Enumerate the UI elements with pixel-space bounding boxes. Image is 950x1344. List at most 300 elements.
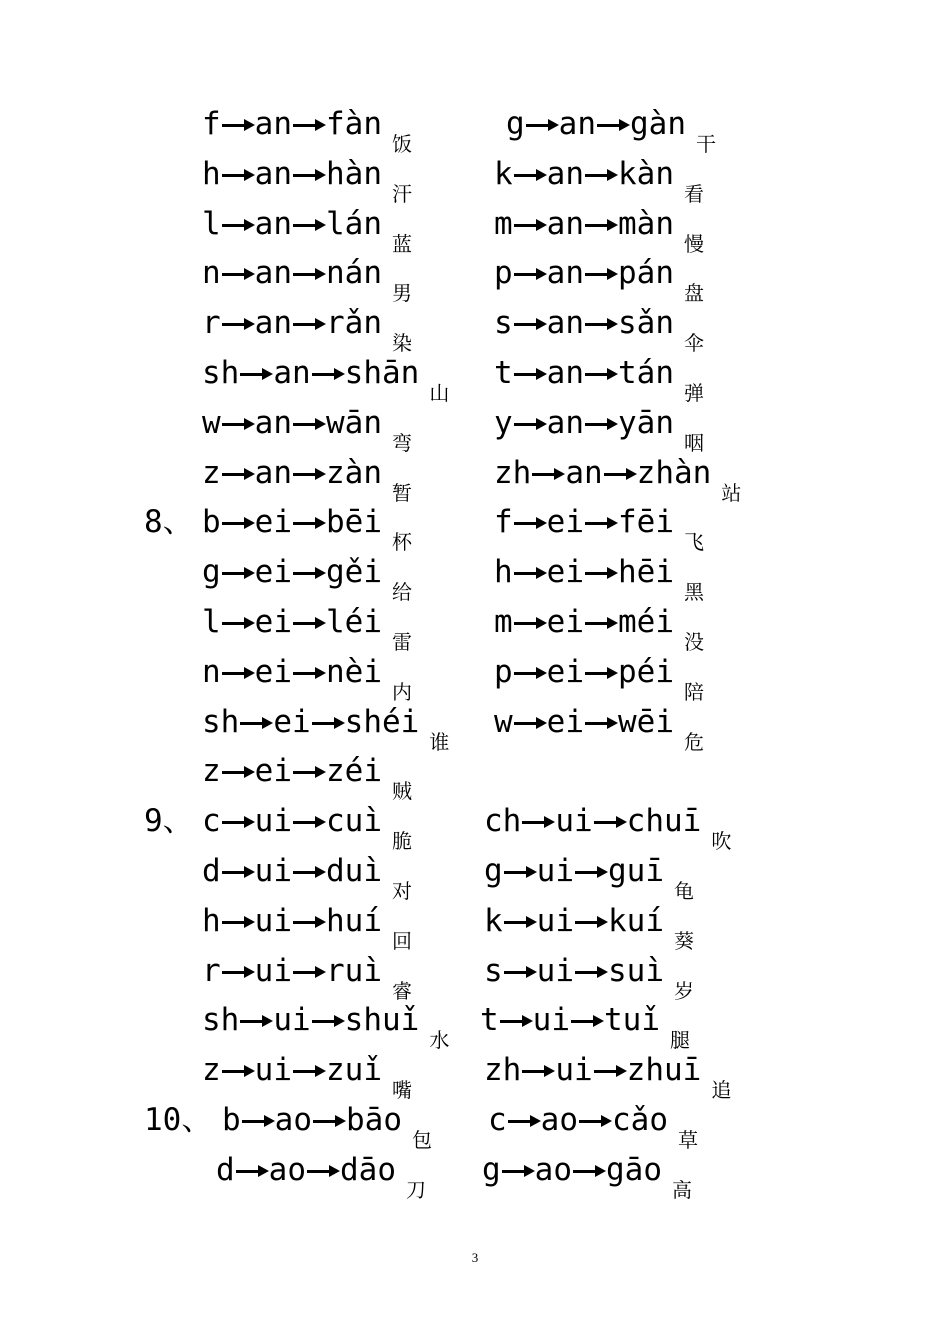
arrow-icon [531, 453, 565, 493]
initial: n [202, 653, 221, 690]
syllable: zhuī [626, 1052, 702, 1089]
final: ui [273, 1002, 311, 1039]
syllable: zéi [326, 753, 382, 790]
final: ei [254, 653, 292, 690]
arrow-icon [292, 652, 326, 692]
arrow-icon [503, 901, 537, 941]
arrow-icon [221, 552, 255, 592]
syllable-entry-left [202, 751, 412, 804]
hanzi-character: 吹 [711, 829, 732, 854]
syllable: pán [618, 255, 674, 292]
arrow-icon [221, 1050, 255, 1090]
final: ui [555, 1052, 593, 1089]
syllable-row [0, 502, 950, 555]
syllable: rǎn [326, 305, 382, 342]
arrow-icon [292, 204, 326, 244]
arrow-icon [525, 104, 559, 144]
syllable-row [0, 951, 950, 1001]
arrow-icon [312, 1100, 346, 1140]
syllable-entry-left [202, 253, 412, 306]
syllable-entry-left [202, 951, 412, 1004]
arrow-icon [578, 1100, 612, 1140]
final: ui [254, 952, 292, 989]
arrow-icon [584, 502, 618, 542]
syllable: cuì [326, 803, 382, 840]
hanzi-character: 山 [429, 381, 450, 405]
initial: sh [202, 1002, 240, 1039]
arrow-icon [593, 1050, 627, 1090]
initial: c [488, 1102, 507, 1138]
arrow-icon [572, 1150, 606, 1190]
syllable-entry-left [202, 303, 412, 356]
initial: r [202, 952, 221, 989]
arrow-icon [292, 602, 326, 642]
initial: d [216, 1151, 235, 1188]
initial: zh [494, 454, 532, 491]
syllable-row [0, 353, 950, 403]
syllable-row [0, 1150, 950, 1200]
arrow-icon [603, 453, 637, 493]
final: ui [536, 902, 574, 939]
arrow-icon [241, 1100, 275, 1140]
final: ei [546, 554, 584, 591]
syllable-entry-right [494, 602, 704, 655]
syllable-row [0, 1050, 950, 1103]
arrow-icon [239, 353, 273, 393]
initial: y [494, 404, 513, 441]
syllable: shéi [344, 703, 420, 740]
syllable: chuī [626, 803, 702, 840]
syllable: dāo [340, 1151, 396, 1188]
initial: g [484, 853, 503, 889]
syllable: gěi [326, 554, 382, 591]
syllable: yān [618, 404, 674, 441]
syllable-entry-right [494, 502, 704, 555]
initial: sh [202, 355, 240, 391]
final: ei [546, 703, 584, 740]
final: ui [555, 803, 593, 840]
initial: t [494, 355, 513, 391]
initial: s [494, 305, 513, 342]
arrow-icon [221, 104, 255, 144]
arrow-icon [584, 253, 618, 293]
final: ei [546, 604, 584, 640]
final: ui [254, 902, 292, 939]
syllable: kàn [618, 155, 674, 192]
hanzi-character: 黑 [684, 580, 704, 605]
final: ei [273, 703, 311, 740]
arrow-icon [292, 104, 326, 144]
arrow-icon [499, 1000, 533, 1040]
hanzi-character: 染 [392, 331, 412, 356]
arrow-icon [584, 702, 618, 742]
syllable: suì [608, 952, 664, 989]
syllable: huí [326, 902, 382, 939]
hanzi-character: 弹 [684, 381, 704, 405]
syllable-entry-left [202, 602, 412, 655]
syllable: màn [618, 205, 674, 242]
syllable: nán [326, 255, 382, 292]
hanzi-character: 饭 [392, 132, 412, 156]
arrow-icon [513, 204, 547, 244]
final: ui [536, 952, 574, 989]
arrow-icon [574, 901, 608, 941]
syllable-entry-left [202, 502, 412, 555]
syllable-entry-right [494, 204, 704, 257]
section-number: 10、 [144, 1102, 213, 1138]
hanzi-character: 刀 [406, 1177, 426, 1202]
hanzi-character: 汗 [392, 181, 412, 206]
syllable-entry-right [484, 801, 731, 854]
hanzi-character: 草 [678, 1128, 698, 1152]
syllable: bāo [346, 1102, 402, 1138]
page-number: 3 [471, 1250, 479, 1265]
arrow-icon [292, 901, 326, 941]
syllable-entry-left [202, 801, 412, 854]
hanzi-character: 回 [392, 928, 412, 953]
syllable-row [0, 702, 950, 752]
syllable: léi [326, 604, 382, 640]
initial: g [506, 106, 525, 142]
final: ei [254, 604, 292, 640]
final: ao [540, 1102, 578, 1138]
syllable-entry-left [202, 154, 412, 207]
arrow-icon [513, 154, 547, 194]
initial: t [480, 1002, 499, 1039]
syllable: fàn [326, 106, 382, 142]
syllable-row [0, 901, 950, 951]
final: an [565, 454, 603, 491]
syllable-row [0, 552, 950, 605]
hanzi-character: 包 [412, 1128, 432, 1152]
syllable-entry-left [202, 204, 412, 257]
syllable: bēi [326, 504, 382, 541]
initial: zh [484, 1052, 522, 1089]
initial: w [494, 703, 513, 740]
arrow-icon [593, 801, 627, 841]
syllable: gāo [606, 1151, 662, 1188]
syllable: shān [344, 355, 420, 391]
arrow-icon [239, 1000, 273, 1040]
syllable-row [0, 403, 950, 453]
arrow-icon [292, 453, 326, 493]
initial: z [202, 1052, 221, 1089]
syllable-entry-right [482, 1150, 692, 1203]
syllable: fēi [618, 504, 674, 541]
initial: g [482, 1151, 501, 1188]
final: an [546, 404, 584, 441]
hanzi-character: 贼 [392, 779, 412, 804]
hanzi-character: 弯 [392, 430, 412, 455]
syllable: zhàn [636, 454, 712, 491]
arrow-icon [221, 453, 255, 493]
arrow-icon [584, 154, 618, 194]
syllable: shuǐ [344, 1002, 420, 1039]
syllable-entry-right [506, 104, 716, 157]
initial: z [202, 454, 221, 491]
syllable-entry-left [202, 453, 412, 506]
arrow-icon [513, 552, 547, 592]
syllable-entry-left [202, 1050, 412, 1103]
syllable-row [0, 154, 950, 204]
final: an [546, 355, 584, 391]
final: an [254, 205, 292, 242]
syllable-row [0, 751, 950, 804]
hanzi-character: 伞 [684, 331, 704, 356]
final: an [254, 404, 292, 441]
arrow-icon [221, 253, 255, 293]
arrow-icon [221, 901, 255, 941]
arrow-icon [503, 951, 537, 991]
syllable-row [0, 652, 950, 702]
final: ei [254, 554, 292, 591]
final: an [254, 454, 292, 491]
arrow-icon [292, 1050, 326, 1090]
initial: m [494, 604, 513, 640]
syllable: lán [326, 205, 382, 242]
hanzi-character: 雷 [392, 630, 412, 654]
final: an [254, 255, 292, 292]
initial: z [202, 753, 221, 790]
arrow-icon [292, 552, 326, 592]
initial: g [202, 554, 221, 591]
syllable-entry-right [494, 253, 704, 306]
hanzi-character: 陪 [684, 679, 704, 704]
syllable-row [0, 204, 950, 254]
section-number: 9、 [144, 803, 194, 840]
initial: l [202, 604, 221, 640]
syllable-entry-left [202, 851, 412, 904]
final: ao [268, 1151, 306, 1188]
initial: w [202, 404, 221, 441]
arrow-icon [221, 751, 255, 791]
arrow-icon [235, 1150, 269, 1190]
syllable: guī [608, 853, 664, 889]
syllable-entry-left [202, 104, 412, 157]
arrow-icon [584, 652, 618, 692]
syllable: hàn [326, 155, 382, 192]
arrow-icon [513, 253, 547, 293]
syllable-entry-left [202, 702, 449, 755]
arrow-icon [221, 652, 255, 692]
arrow-icon [306, 1150, 340, 1190]
syllable-entry-left [202, 403, 412, 456]
syllable-entry-left [202, 652, 412, 705]
syllable-entry-right [488, 1100, 698, 1153]
arrow-icon [513, 602, 547, 642]
arrow-icon [292, 851, 326, 891]
initial: l [202, 205, 221, 242]
syllable-entry-left [202, 901, 412, 954]
initial: f [494, 504, 513, 541]
syllable-row [0, 801, 950, 854]
final: an [546, 305, 584, 342]
final: an [546, 205, 584, 242]
final: ao [534, 1151, 572, 1188]
hanzi-character: 脆 [392, 829, 412, 854]
arrow-icon [292, 502, 326, 542]
syllable: gàn [630, 106, 686, 142]
hanzi-character: 内 [392, 679, 412, 704]
hanzi-character: 蓝 [392, 231, 412, 256]
syllable-entry-right [494, 403, 704, 456]
syllable-entry-right [494, 303, 704, 356]
initial: b [202, 504, 221, 541]
arrow-icon [574, 851, 608, 891]
syllable: duì [326, 853, 382, 889]
syllable-entry-right [480, 1000, 690, 1053]
arrow-icon [513, 353, 547, 393]
syllable: wān [326, 404, 382, 441]
final: an [546, 155, 584, 192]
final: ui [532, 1002, 570, 1039]
syllable-entry-right [484, 851, 694, 904]
hanzi-character: 危 [684, 729, 704, 754]
syllable-row [0, 253, 950, 306]
syllable-row [0, 104, 950, 154]
initial: f [202, 106, 221, 142]
hanzi-character: 腿 [670, 1028, 690, 1053]
syllable: ruì [326, 952, 382, 989]
hanzi-character: 龟 [674, 879, 694, 903]
arrow-icon [221, 403, 255, 443]
initial: h [202, 902, 221, 939]
hanzi-character: 暂 [392, 480, 412, 505]
hanzi-character: 飞 [684, 530, 704, 555]
arrow-icon [507, 1100, 541, 1140]
arrow-icon [292, 253, 326, 293]
arrow-icon [584, 403, 618, 443]
syllable-entry-right [484, 951, 694, 1004]
hanzi-character: 对 [392, 879, 412, 903]
final: ei [546, 504, 584, 541]
hanzi-character: 杯 [392, 530, 412, 555]
final: an [254, 106, 292, 142]
arrow-icon [584, 552, 618, 592]
arrow-icon [570, 1000, 604, 1040]
arrow-icon [596, 104, 630, 144]
arrow-icon [574, 951, 608, 991]
arrow-icon [513, 403, 547, 443]
final: an [273, 355, 311, 391]
final: an [546, 255, 584, 292]
hanzi-character: 咽 [684, 430, 704, 455]
syllable-entry-right [494, 154, 704, 207]
hanzi-character: 葵 [674, 928, 694, 953]
arrow-icon [311, 1000, 345, 1040]
hanzi-character: 男 [392, 281, 412, 306]
arrow-icon [221, 801, 255, 841]
hanzi-character: 看 [684, 181, 704, 206]
syllable-entry-left [222, 1100, 432, 1153]
syllable: sǎn [618, 305, 674, 342]
final: ui [254, 803, 292, 840]
arrow-icon [311, 353, 345, 393]
initial: p [494, 255, 513, 292]
hanzi-character: 追 [711, 1078, 732, 1103]
syllable: péi [618, 653, 674, 690]
arrow-icon [513, 652, 547, 692]
arrow-icon [513, 702, 547, 742]
initial: ch [484, 803, 522, 840]
initial: h [494, 554, 513, 591]
initial: r [202, 305, 221, 342]
arrow-icon [521, 801, 555, 841]
final: ui [254, 853, 292, 889]
syllable-entry-right [484, 1050, 731, 1103]
initial: n [202, 255, 221, 292]
syllable-row [0, 303, 950, 356]
initial: sh [202, 703, 240, 740]
initial: m [494, 205, 513, 242]
syllable-row [0, 851, 950, 901]
final: an [254, 155, 292, 192]
hanzi-character: 慢 [684, 231, 704, 256]
arrow-icon [311, 702, 345, 742]
syllable: zuǐ [326, 1052, 382, 1089]
syllable: tán [618, 355, 674, 391]
arrow-icon [584, 602, 618, 642]
hanzi-character: 睿 [392, 978, 412, 1003]
arrow-icon [521, 1050, 555, 1090]
syllable: hēi [618, 554, 674, 591]
final: ei [254, 753, 292, 790]
syllable-row [0, 1000, 950, 1053]
syllable-entry-left [216, 1150, 426, 1203]
arrow-icon [513, 502, 547, 542]
initial: h [202, 155, 221, 192]
arrow-icon [239, 702, 273, 742]
syllable-entry-right [494, 453, 741, 506]
syllable-row [0, 602, 950, 652]
initial: k [494, 155, 513, 192]
final: an [254, 305, 292, 342]
arrow-icon [221, 502, 255, 542]
arrow-icon [584, 204, 618, 244]
final: ao [274, 1102, 312, 1138]
final: ei [254, 504, 292, 541]
arrow-icon [292, 303, 326, 343]
arrow-icon [501, 1150, 535, 1190]
syllable: tuǐ [604, 1002, 660, 1039]
hanzi-character: 高 [672, 1177, 692, 1202]
syllable-entry-right [484, 901, 694, 954]
arrow-icon [292, 403, 326, 443]
hanzi-character: 嘴 [392, 1078, 412, 1103]
syllable-entry-right [494, 353, 704, 406]
final: an [558, 106, 596, 142]
initial: k [484, 902, 503, 939]
initial: s [484, 952, 503, 989]
hanzi-character: 站 [721, 480, 742, 505]
arrow-icon [292, 951, 326, 991]
syllable: kuí [608, 902, 664, 939]
final: ui [536, 853, 574, 889]
syllable: wēi [618, 703, 674, 740]
arrow-icon [221, 851, 255, 891]
syllable-row [0, 1100, 950, 1150]
arrow-icon [292, 751, 326, 791]
initial: d [202, 853, 221, 889]
final: ui [254, 1052, 292, 1089]
syllable-row [0, 453, 950, 503]
arrow-icon [584, 303, 618, 343]
arrow-icon [584, 353, 618, 393]
hanzi-character: 岁 [674, 978, 694, 1003]
arrow-icon [503, 851, 537, 891]
syllable-entry-right [494, 652, 704, 705]
syllable-entry-left [202, 552, 412, 605]
